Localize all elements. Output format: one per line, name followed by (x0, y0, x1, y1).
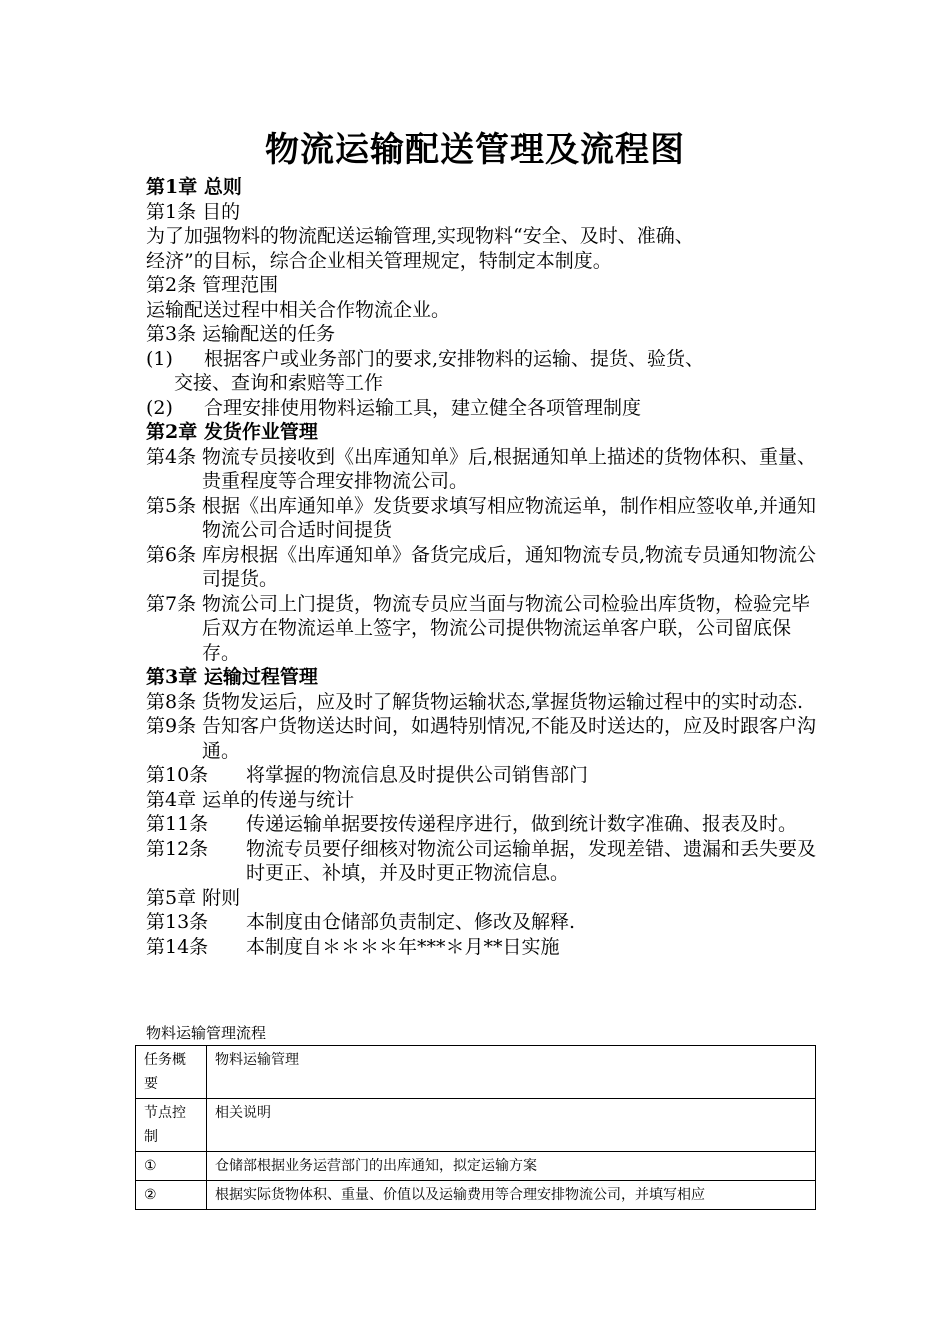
article5 (146, 494, 826, 543)
task-item-2 (146, 396, 826, 421)
task-item-1-line1: 根据客户或业务部门的要求,安排物料的运输、提货、验货、 (204, 347, 705, 370)
chapter5-heading: 第5章 附则 (146, 886, 241, 909)
article7-label: 第7条 (146, 592, 197, 615)
article10 (146, 763, 826, 788)
article14-label: 第14条 (146, 935, 209, 958)
article6 (146, 543, 826, 592)
table-row (136, 1181, 816, 1210)
table-cell: 仓储部根据业务运营部门的出库通知，拟定运输方案 (207, 1152, 816, 1181)
article6-text: 库房根据《出库通知单》备货完成后，通知物流专员,物流专员通知物流公司提货。 (202, 543, 817, 590)
article10-label: 第10条 (146, 764, 209, 786)
article10-text: 将掌握的物流信息及时提供公司销售部门 (246, 764, 589, 786)
chapter1-heading: 第1章 总则 (146, 176, 242, 198)
article14-text: 本制度自＊＊＊＊年***＊月**日实施 (246, 935, 560, 958)
chapter2-heading: 第2章 发货作业管理 (146, 421, 318, 443)
task-item-1 (146, 347, 826, 396)
article4-label: 第4条 (146, 445, 197, 468)
article11-label: 第11条 (146, 813, 209, 835)
article13-label: 第13条 (146, 911, 209, 933)
article1-text-line2: 经济”的目标，综合企业相关管理规定，特制定本制度。 (146, 249, 612, 272)
chapter3-heading: 第3章 运输过程管理 (146, 666, 318, 688)
table-cell: 相关说明 (207, 1099, 816, 1152)
table-row (136, 1046, 816, 1099)
table-row (136, 1152, 816, 1181)
flow-table (135, 1045, 816, 1210)
article8-text: 货物发运后，应及时了解货物运输状态,掌握货物运输过程中的实时动态. (202, 690, 804, 713)
article11-text: 传递运输单据要按传递程序进行，做到统计数字准确、报表及时。 (246, 813, 798, 835)
article9-label: 第9条 (146, 715, 197, 737)
table-row (136, 1099, 816, 1152)
article5-text: 根据《出库通知单》发货要求填写相应物流运单，制作相应签收单,并通知物流公司合适时间提货 (202, 494, 817, 541)
article1-text-line1: 为了加强物料的物流配送运输管理,实现物料“安全、及时、准确、 (146, 225, 694, 247)
article2-text: 运输配送过程中相关合作物流企业。 (146, 298, 451, 321)
article4-text: 物流专员接收到《出库通知单》后,根据通知单上描述的货物体积、重量、贵重程度等合理安排物流公司。 (202, 445, 817, 492)
article12-text: 物流专员要仔细核对物流公司运输单据，发现差错、遗漏和丢失要及时更正、补填，并及时更正物流信息。 (246, 837, 817, 884)
article14 (146, 935, 826, 960)
document-title: 物流运输配送管理及流程图 (265, 130, 685, 170)
table-cell: 任务概要 (136, 1046, 207, 1099)
article8-label: 第8条 (146, 690, 197, 713)
article9 (146, 714, 826, 763)
article11 (146, 812, 826, 837)
article2-title: 第2条 管理范围 (146, 274, 279, 296)
article12 (146, 837, 826, 886)
chapter4-heading: 第4章 运单的传递与统计 (146, 788, 355, 811)
article9-text: 告知客户货物送达时间，如遇特别情况,不能及时送达的，应及时跟客户沟通。 (202, 715, 817, 762)
task-item-1-label: (1) (146, 347, 173, 370)
flow-caption: 物料运输管理流程 (146, 1024, 267, 1042)
article3-title: 第3条 运输配送的任务 (146, 323, 336, 345)
table-cell: 根据实际货物体积、重量、价值以及运输费用等合理安排物流公司，并填写相应 (207, 1181, 816, 1210)
article13-text: 本制度由仓储部负责制定、修改及解释. (246, 911, 576, 933)
article13 (146, 910, 826, 935)
table-cell: ② (136, 1181, 207, 1210)
article7-text: 物流公司上门提货，物流专员应当面与物流公司检验出库货物，检验完毕后双方在物流运单上签字，物流公司提供物流运单客户联，公司留底保存。 (202, 592, 811, 664)
table-cell: 物料运输管理 (207, 1046, 816, 1099)
document-body (146, 175, 826, 959)
task-item-2-text: 合理安排使用物料运输工具，建立健全各项管理制度 (204, 396, 642, 419)
task-item-2-label: (2) (146, 396, 173, 419)
article7 (146, 592, 826, 666)
article12-label: 第12条 (146, 837, 209, 860)
task-item-1-line2: 交接、查询和索赔等工作 (174, 372, 384, 394)
article6-label: 第6条 (146, 543, 197, 566)
table-cell: 节点控制 (136, 1099, 207, 1152)
table-cell: ① (136, 1152, 207, 1181)
article4 (146, 445, 826, 494)
article8 (146, 690, 826, 715)
article1-title: 第1条 目的 (146, 200, 241, 223)
article5-label: 第5条 (146, 494, 197, 517)
